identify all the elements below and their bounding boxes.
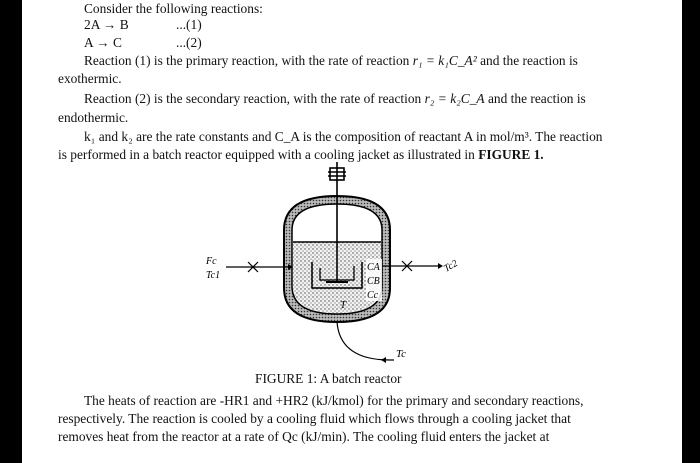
- para4-line-2: respectively. The reaction is cooled by a cooling fluid which flows through a cooling jacket that: [58, 411, 571, 426]
- outlet-stream: [382, 261, 443, 271]
- intro-text: Consider the following reactions:: [84, 1, 263, 16]
- para4-line-3: removes heat from the reactor at a rate of Qc (kJ/min). The cooling fluid enters the jacket at: [58, 429, 550, 444]
- figure-caption: FIGURE 1: A batch reactor: [255, 371, 402, 386]
- paragraph-1: [84, 53, 578, 69]
- motor-icon: [328, 162, 346, 184]
- left-border: [0, 0, 22, 463]
- tc1-label: Tc1: [206, 270, 221, 281]
- batch-reactor-diagram: [180, 160, 480, 365]
- ca-label: CA: [367, 262, 380, 273]
- reaction-1: [84, 17, 202, 33]
- paragraph-2: [84, 91, 586, 107]
- reaction-2-label: ...(2): [176, 35, 202, 50]
- para1-lead: Reaction (1) is the primary reaction, with the rate of reaction: [84, 53, 410, 68]
- right-border: [682, 0, 700, 463]
- tc-label: Tc: [396, 348, 406, 360]
- tc2-label: Tc2: [442, 258, 460, 275]
- para2-tail: and the reaction is: [487, 91, 586, 106]
- reaction-1-label: ...(1): [176, 17, 202, 32]
- reaction-1-equation: 2A → B: [84, 17, 129, 32]
- para3-cont-text: is performed in a batch reactor equipped with a cooling jacket as illustrated in: [58, 147, 475, 162]
- para1-continuation: exothermic.: [58, 71, 122, 86]
- t-label: T: [340, 299, 347, 311]
- cc-label: Cc: [367, 290, 379, 301]
- paragraph-3: k₁ and k₂ are the rate constants and C_A is the composition of reactant A in mol/m³. The reaction: [84, 129, 603, 144]
- para2-continuation: endothermic.: [58, 110, 129, 125]
- rate-formula-1: r₁ = k₁C_A²: [412, 53, 477, 68]
- rate-formula-2: r₂ = k₂C_A: [424, 91, 485, 106]
- cb-label: CB: [367, 276, 380, 287]
- figure-reference: FIGURE 1.: [478, 147, 544, 162]
- para1-tail: and the reaction is: [480, 53, 578, 68]
- coolant-outlet-line: [337, 322, 394, 360]
- reaction-2-equation: A → C: [84, 35, 122, 50]
- reaction-2: [84, 35, 202, 51]
- coolant-outlet-arrow: [381, 357, 386, 363]
- inlet-stream: [226, 262, 293, 272]
- fc-label: Fc: [206, 256, 217, 267]
- para2-lead: Reaction (2) is the secondary reaction, with the rate of reaction: [84, 91, 422, 106]
- para4-line-1: The heats of reaction are -HR1 and +HR2 (kJ/kmol) for the primary and secondary reactions,: [84, 393, 584, 408]
